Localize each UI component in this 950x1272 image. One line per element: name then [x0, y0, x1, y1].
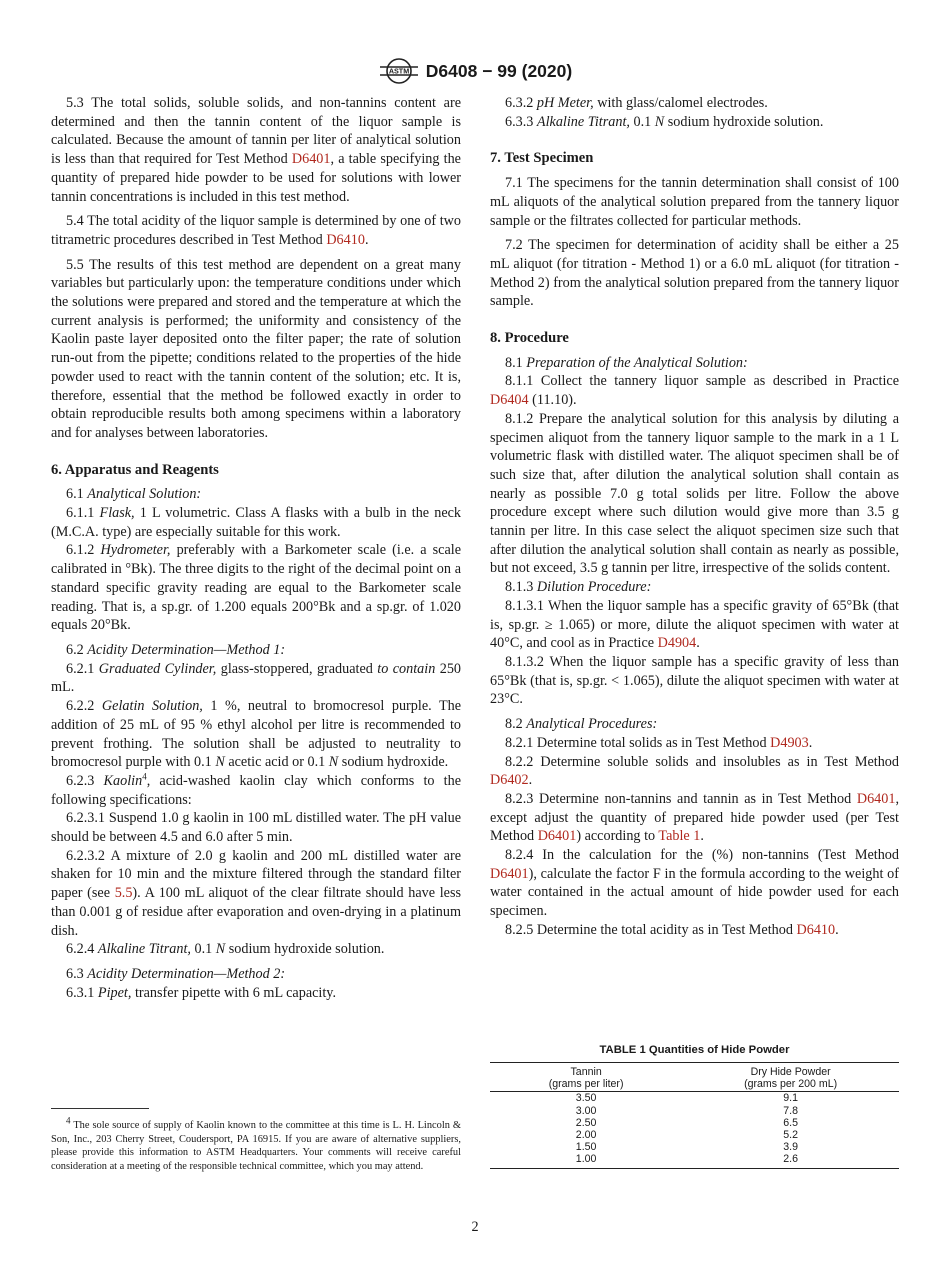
link-table-1[interactable]: Table 1 [658, 828, 701, 845]
link-d6401[interactable]: D6401 [291, 151, 331, 168]
footnote: $^4$ The sole source of supply of Kaolin known to the committee at this time is L. H. Lincoln & Son, Inc., 203 Cherry Street, Coudersport, PA 16915. If you are aware of alternative suppliers, please provide this information to ASTM Headquarters. Your comments will receive careful consideration at a meeting of the responsible technical committee, which you may attend. [51, 1115, 461, 1172]
paragraph-6-3-3: 6.3.3 Alkaline Titrant, 0.1 N sodium hydroxide solution. [505, 113, 824, 130]
table-row: 2.00 5.2 [575, 1129, 798, 1142]
left-column [51, 94, 461, 1002]
logo-text: ASTM [388, 66, 409, 76]
page-number: 2 [471, 1219, 479, 1235]
section-8-heading: 8. Procedure [490, 330, 569, 347]
paragraph-8-1-3: 8.1.3 Dilution Procedure: [505, 579, 652, 596]
link-d6401[interactable]: D6401 [490, 865, 529, 882]
paragraph-6-1-2: 6.1.2 Hydrometer, preferably with a Barkometer scale (i.e. a scale calibrated in °Bk). The three digits to the right of the decimal point on a standard specific gravity reading are equal to the Barkometer scale reading. That is, a sp.gr. of 1.200 equals 200°Bk and a sp.gr. of 1.020 equals 20°Bk. [51, 542, 462, 634]
table-title: TABLE 1 Quantities of Hide Powder [599, 1044, 790, 1056]
paragraph-8-2-1: 8.2.1 Determine total solids as in Test Method D4903. [505, 734, 813, 751]
link-section-5-5[interactable]: 5.5 [114, 885, 133, 902]
paragraph-8-1-2: 8.1.2 Prepare the analytical solution for this analysis by diluting a specimen aliquot from the tannery liquor sample to the mark in a 1 L volumetric flask with distilled water. The aliquot specimen shall be of such size that, after dilution the analytical solution shall contain as nearly as possible 7.0 g total solids per litre. Follow the above procedure except where such dilution would give more than 3.5 g tannin per litre. In this case select the aliquot specimen size such that after dilution the analytical solution shall contain as nearly as possible, but not exceed, 3.5 g tannin per litre, irrespective of the solids content. [490, 410, 899, 577]
link-d6404[interactable]: D6404 [490, 392, 529, 409]
paragraph-6-1-1: 6.1.1 Flask, 1 L volumetric. Class A flasks with a bulb in the neck (M.C.A. type) are especially suitable for this work. [51, 505, 462, 540]
column-header-tannin: Tannin [490, 1063, 682, 1079]
paragraph-5-3: 5.3 The total solids, soluble solids, and non-tannins content are determined and then the tannin content of the liquor sample is calculated. Because the amount of tannin per liter of analytical solution is less than that required for Test Method D6401, a table specifying the quantity of prepared hide powder to be used for solutions with lower tannin concentrations is included in this test method. [51, 95, 461, 205]
link-d4903[interactable]: D4903 [770, 734, 809, 751]
page-header [0, 58, 950, 84]
hide-powder-table [490, 1062, 899, 1169]
paragraph-6-1: 6.1 Analytical Solution: [66, 486, 202, 503]
table-row: 1.50 3.9 [575, 1141, 798, 1154]
link-d4904[interactable]: D4904 [657, 635, 697, 652]
table-row: 3.50 9.1 [575, 1092, 798, 1105]
paragraph-8-2-5: 8.2.5 Determine the total acidity as in Test Method D6410. [505, 921, 839, 938]
link-d6410[interactable]: D6410 [796, 921, 836, 938]
paragraph-6-2: 6.2 Acidity Determination—Method 1: [66, 641, 286, 658]
section-6-heading: 6. Apparatus and Reagents [51, 461, 219, 478]
paragraph-6-3-2: 6.3.2 pH Meter, with glass/calomel electrodes. [505, 95, 768, 111]
paragraph-8-1-3-1: 8.1.3.1 When the liquor sample has a specific gravity of 65°Bk (that is, sp.gr. ≥ 1.065) or more, dilute the aliquot specimen with water at 40°C, and cool as in Practice D4904. [490, 597, 899, 652]
table-row: 1.00 2.6 [490, 1153, 899, 1168]
paragraph-8-2-3: 8.2.3 Determine non-tannins and tannin as in Test Method D6401, except adjust the quantity of prepared hide powder used (per Test Method D6401) according to Table 1. [490, 790, 899, 845]
column-unit-hide-powder: (grams per 200 mL) [682, 1078, 899, 1092]
footnote-marker: 4 [142, 771, 147, 782]
paragraph-8-1: 8.1 Preparation of the Analytical Solution: [505, 354, 748, 371]
link-d6402[interactable]: D6402 [490, 772, 529, 789]
paragraph-6-2-3-1: 6.2.3.1 Suspend 1.0 g kaolin in 100 mL distilled water. The pH value should be between 4.5 and 6.0 after 5 min. [51, 810, 461, 846]
link-d6401[interactable]: D6401 [856, 790, 896, 807]
paragraph-8-2-2: 8.2.2 Determine soluble solids and insolubles as in Test Method D6402. [490, 753, 899, 789]
table-1 [490, 1044, 899, 1169]
link-d6401[interactable]: D6401 [537, 828, 577, 845]
paragraph-8-2-4: 8.2.4 In the calculation for the (%) non-tannins (Test Method D6401), calculate the factor F in the formula according to the weight of water contained in the actual amount of hide powder used for each specimen. [490, 847, 899, 920]
paragraph-7-2: 7.2 The specimen for determination of acidity shall be either a 25 mL aliquot (for titration - Method 1) or a 6.0 mL aliquot (for titration - Method 2) from the analytical solution prepared from the tannery liquor sample. [490, 237, 899, 310]
paragraph-5-4: 5.4 The total acidity of the liquor sample is determined by one of two titrametric procedures described in Test Method D6410. [51, 213, 461, 248]
astm-logo-icon [378, 58, 420, 84]
link-d6410[interactable]: D6410 [326, 231, 365, 248]
right-column [490, 94, 899, 940]
paragraph-5-5: 5.5 The results of this test method are dependent on a great many variables but particularly upon: the temperature conditions under which the solutions were prepared and stored and the temperature at which the current analysis is performed; the uniformity and consistency of the Kaolin paste layer deposited onto the filter paper; the rate of solution run-out from the pipette; conditions related to the properties of the hide powder used to react with the tannin content of the solution; etc. It is, therefore, essential that the method be followed exactly in order to obtain reproducible results both among specimens within a laboratory and for analyses between laboratories. [51, 256, 461, 441]
section-7-heading: 7. Test Specimen [490, 150, 594, 167]
paragraph-8-2: 8.2 Analytical Procedures: [505, 716, 658, 733]
column-unit-tannin: (grams per liter) [490, 1078, 682, 1092]
paragraph-6-2-3: 6.2.3 Kaolin$^4$, acid-washed kaolin clay which conforms to the following specifications: [51, 771, 462, 808]
paragraph-6-2-3-2: 6.2.3.2 A mixture of 2.0 g kaolin and 200 mL distilled water are shaken for 10 min and the mixture filtered through the standard filter paper (see 5.5). A 100 mL aliquot of the clear filtrate should have less than 0.001 g of residue after evaporation and oven-drying in a platinum dish. [51, 847, 461, 939]
paragraph-6-2-2: 6.2.2 Gelatin Solution, 1 %, neutral to bromocresol purple. The addition of 25 mL of 95 % ethyl alcohol per litre is recommended to prevent frothing. The solution shall be adjusted to neutrality to bromocresol purple with 0.1 N acetic acid or 0.1 N sodium hydroxide. [51, 698, 461, 771]
table-row: 3.00 7.8 [575, 1104, 798, 1117]
footnote-divider [51, 1108, 149, 1109]
paragraph-6-3-1: 6.3.1 Pipet, transfer pipette with 6 mL capacity. [66, 984, 337, 1001]
paragraph-8-1-3-2: 8.1.3.2 When the liquor sample has a specific gravity of less than 65°Bk (that is, sp.gr. < 1.065), dilute the aliquot specimen with water at 23°C. [490, 653, 899, 708]
table-row: 2.50 6.5 [575, 1116, 798, 1129]
document-designation: D6408 − 99 (2020) [425, 60, 573, 81]
column-header-hide-powder: Dry Hide Powder [682, 1063, 899, 1079]
paragraph-8-1-1: 8.1.1 Collect the tannery liquor sample as described in Practice D6404 (11.10). [490, 373, 899, 409]
paragraph-7-1: 7.1 The specimens for the tannin determination shall consist of 100 mL aliquots of the analytical solution prepared from the tannery liquor sample or the filtrates collected for particular methods. [490, 175, 899, 229]
paragraph-6-2-4: 6.2.4 Alkaline Titrant, 0.1 N sodium hydroxide solution. [66, 941, 385, 958]
paragraph-6-3: 6.3 Acidity Determination—Method 2: [66, 965, 286, 982]
paragraph-6-2-1: 6.2.1 Graduated Cylinder, glass-stoppered, graduated to contain 250 mL. [51, 660, 462, 696]
